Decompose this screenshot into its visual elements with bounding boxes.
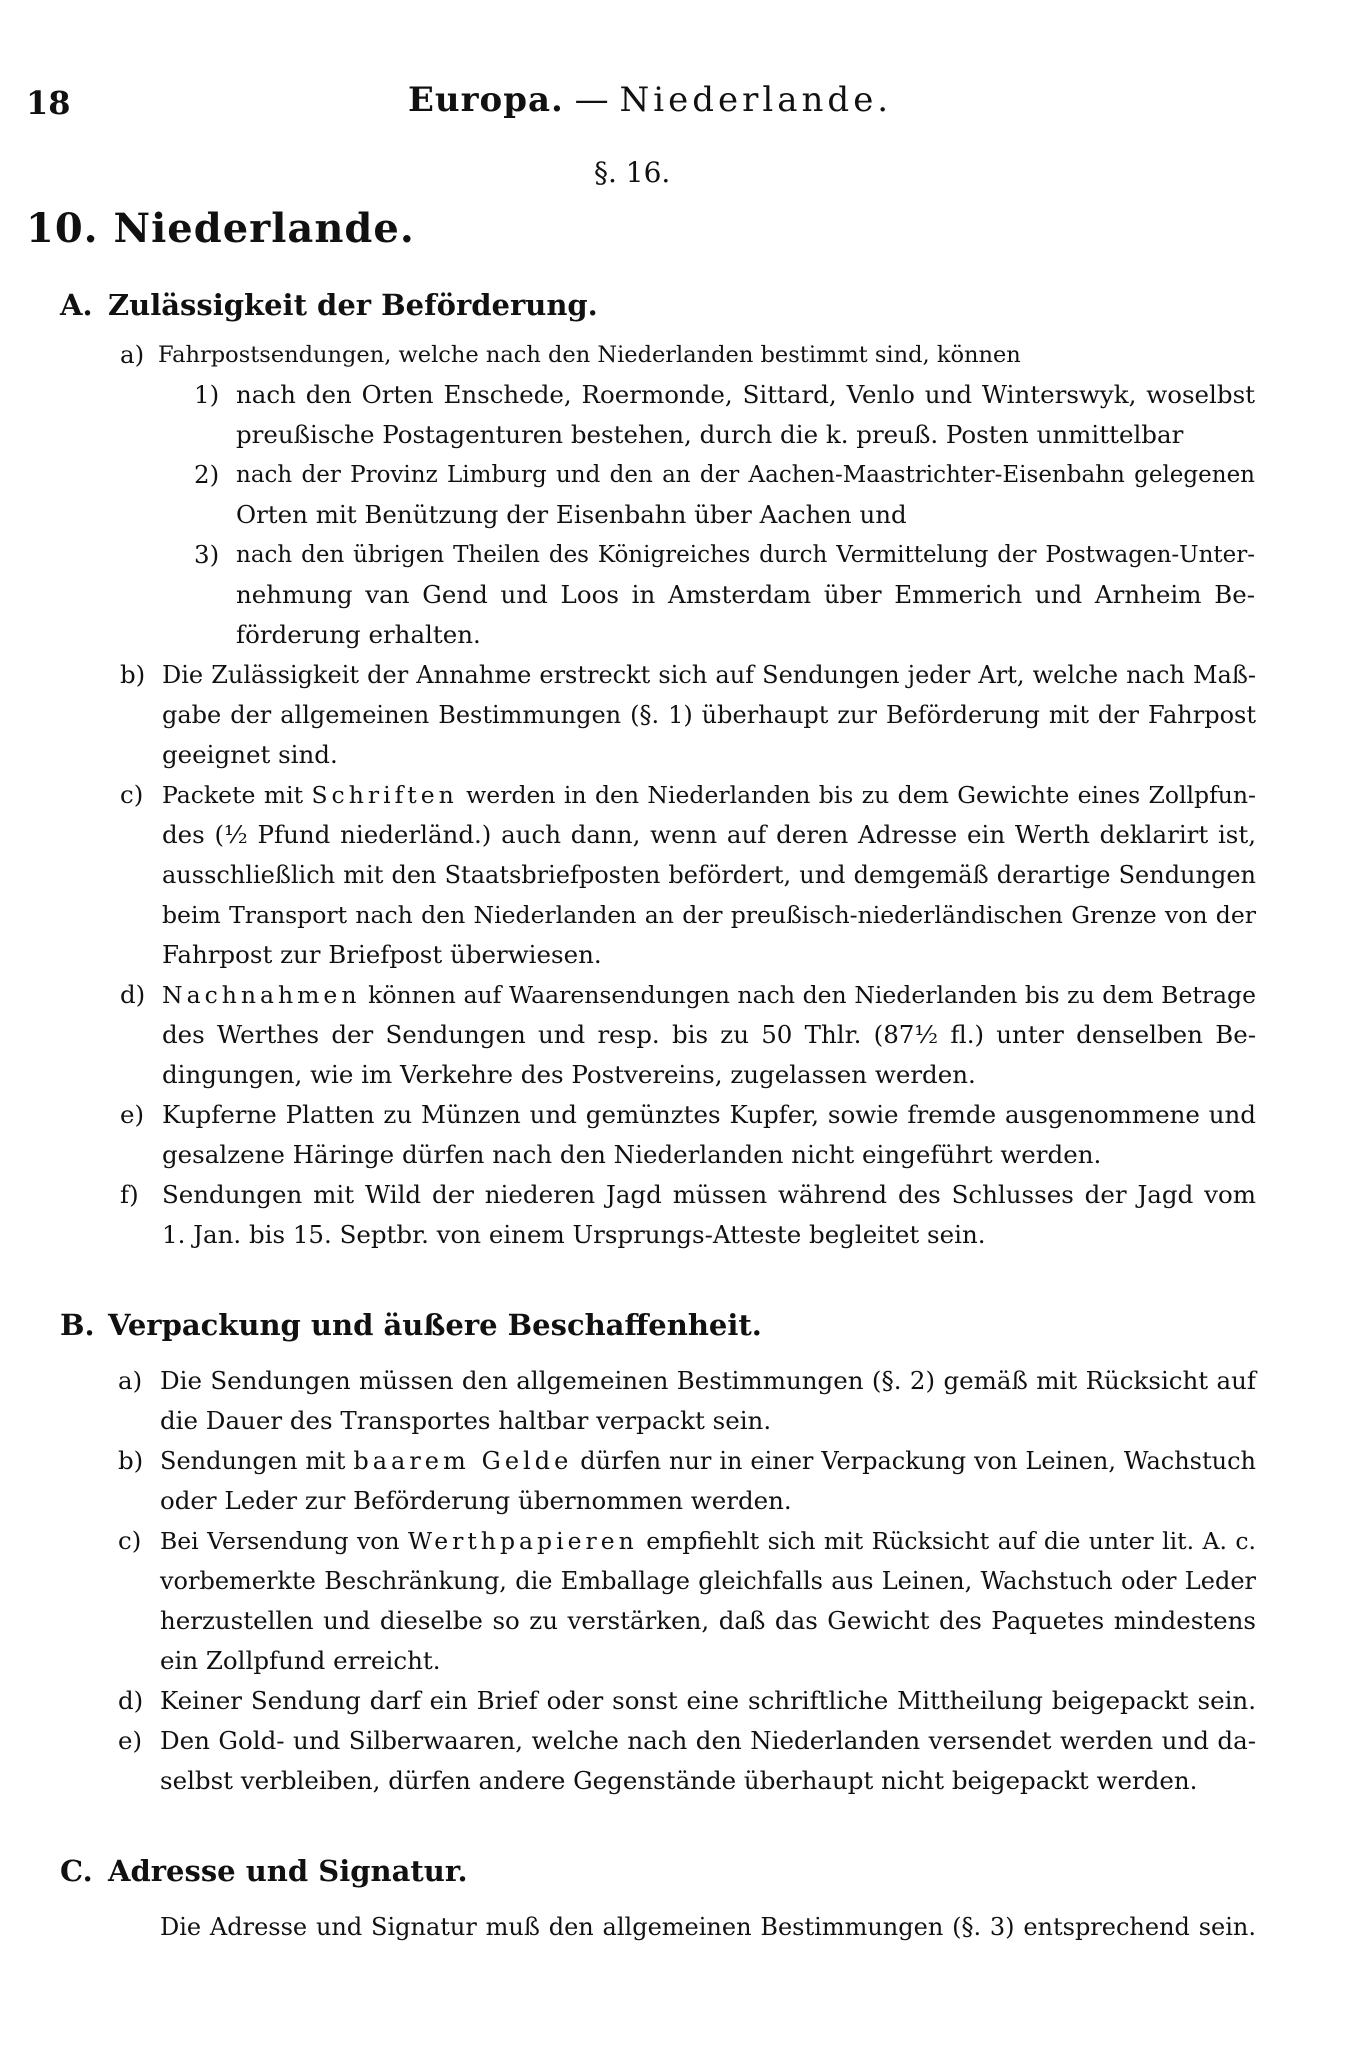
running-head-sub: Niederlande.: [619, 80, 893, 120]
section-c-heading: [60, 1854, 468, 1888]
item-label: 1): [194, 380, 220, 409]
text-line: Fahrpost zur Briefpost überwiesen.: [162, 940, 602, 969]
text-run: empfiehlt sich mit Rücksicht auf die unter lit. A. c.: [637, 1527, 1257, 1555]
item-label: 3): [194, 540, 220, 569]
text-run: Bei Versendung von: [160, 1527, 409, 1555]
text-line: gesalzene Häringe dürfen nach den Niederlanden nicht eingeführt werden.: [162, 1140, 1102, 1169]
text-line: Fahrpostsendungen, welche nach den Niederlanden bestimmt sind, können: [158, 342, 1021, 368]
text-run: Packete mit: [162, 781, 312, 809]
running-head-dash: —: [563, 80, 620, 120]
item-label: 2): [194, 460, 220, 489]
text-line: nach den übrigen Theilen des Königreiches durch Vermittelung der Postwagen-Unter-: [236, 542, 1255, 568]
item-label: c): [118, 1526, 142, 1555]
emphasized-text: Werthpapieren: [408, 1527, 638, 1555]
text-line: geeignet sind.: [162, 740, 338, 769]
text-line: [160, 1526, 1256, 1556]
section-a-heading: [60, 288, 598, 322]
emphasized-text: Schriften: [311, 781, 458, 809]
item-label: d): [120, 980, 146, 1009]
item-label: b): [120, 660, 146, 689]
paragraph-number: §. 16.: [594, 156, 671, 189]
section-a-letter: A.: [60, 288, 93, 322]
section-c-title: Adresse und Signatur.: [108, 1854, 468, 1888]
text-line: Die Adresse und Signatur muß den allgemeinen Bestimmungen (§. 3) entsprechend sein.: [160, 1913, 1256, 1941]
text-line: herzustellen und dieselbe so zu verstärken, daß das Gewicht des Paquetes mindestens: [160, 1606, 1256, 1635]
text-line: Keiner Sendung darf ein Brief oder sonst eine schriftliche Mittheilung beigepackt sein.: [160, 1686, 1256, 1715]
text-run: werden in den Niederlanden bis zu dem Gewichte eines Zollpfun-: [457, 781, 1256, 809]
section-b-letter: B.: [60, 1308, 95, 1342]
text-line: Orten mit Benützung der Eisenbahn über Aachen und: [236, 500, 907, 529]
text-line: oder Leder zur Beförderung übernommen werden.: [160, 1486, 792, 1515]
text-line: gabe der allgemeinen Bestimmungen (§. 1) überhaupt zur Beförderung mit der Fahrpost: [162, 701, 1256, 729]
section-b-title: Verpackung und äußere Beschaffenheit.: [108, 1308, 762, 1342]
item-label: c): [120, 780, 144, 809]
running-head: [408, 80, 892, 120]
item-label: a): [120, 340, 145, 369]
item-label: e): [120, 1100, 145, 1129]
text-line: die Dauer des Transportes haltbar verpackt sein.: [160, 1406, 772, 1435]
text-run: dürfen nur in einer Verpackung von Leinen, Wachstuch: [572, 1447, 1256, 1475]
section-b-heading: [60, 1308, 762, 1342]
running-head-main: Europa.: [408, 80, 564, 120]
item-label: e): [118, 1726, 143, 1755]
text-line: Sendungen mit Wild der niederen Jagd müssen während des Schlusses der Jagd vom: [162, 1180, 1256, 1209]
text-line: 1. Jan. bis 15. Septbr. von einem Ursprungs-Atteste begleitet sein.: [162, 1220, 986, 1249]
section-a-title: Zulässigkeit der Beförderung.: [108, 288, 598, 322]
chapter-title: 10. Niederlande.: [26, 205, 415, 252]
text-line: Den Gold- und Silberwaaren, welche nach den Niederlanden versendet werden und da-: [160, 1726, 1256, 1755]
page-number: 18: [26, 84, 71, 122]
emphasized-text: Nachnahmen: [162, 981, 361, 1009]
text-line: preußische Postagenturen bestehen, durch die k. preuß. Posten unmittelbar: [236, 420, 1184, 449]
text-line: dingungen, wie im Verkehre des Postvereins, zugelassen werden.: [162, 1060, 976, 1089]
text-line: nehmung van Gend und Loos in Amsterdam über Emmerich und Arnheim Be-: [236, 580, 1255, 609]
item-label: b): [118, 1446, 144, 1475]
text-line: ein Zollpfund erreicht.: [160, 1646, 441, 1675]
text-line: Die Sendungen müssen den allgemeinen Bestimmungen (§. 2) gemäß mit Rücksicht auf: [160, 1366, 1256, 1395]
text-line: selbst verbleiben, dürfen andere Gegenstände überhaupt nicht beigepackt werden.: [160, 1766, 1198, 1795]
text-line: [160, 1446, 1256, 1476]
text-line: beim Transport nach den Niederlanden an der preußisch-niederländischen Grenze von der: [162, 901, 1256, 929]
emphasized-text: baarem Gelde: [353, 1447, 573, 1475]
text-line: des (½ Pfund niederländ.) auch dann, wenn auf deren Adresse ein Werth deklarirt ist,: [162, 820, 1256, 849]
text-line: nach der Provinz Limburg und den an der Aachen-Maastrichter-Eisenbahn gelegenen: [236, 462, 1255, 488]
text-run: können auf Waarensendungen nach den Niederlanden bis zu dem Betrage: [360, 981, 1256, 1009]
text-line: nach den Orten Enschede, Roermonde, Sittard, Venlo und Winterswyk, woselbst: [236, 380, 1255, 409]
text-line: [162, 780, 1256, 810]
item-label: a): [118, 1366, 143, 1395]
text-run: Sendungen mit: [160, 1447, 354, 1475]
text-line: des Werthes der Sendungen und resp. bis zu 50 Thlr. (87½ fl.) unter denselben Be-: [162, 1020, 1256, 1049]
section-c-letter: C.: [60, 1854, 93, 1888]
item-label: f): [120, 1180, 139, 1209]
text-line: [162, 980, 1256, 1010]
text-line: förderung erhalten.: [236, 620, 481, 649]
item-label: d): [118, 1686, 144, 1715]
text-line: Die Zulässigkeit der Annahme erstreckt sich auf Sendungen jeder Art, welche nach Maß-: [162, 661, 1256, 689]
text-line: ausschließlich mit den Staatsbriefposten befördert, und demgemäß derartige Sendungen: [162, 861, 1256, 889]
text-line: Kupferne Platten zu Münzen und gemünztes Kupfer, sowie fremde ausgenommene und: [162, 1100, 1256, 1129]
text-line: vorbemerkte Beschränkung, die Emballage gleichfalls aus Leinen, Wachstuch oder Leder: [160, 1567, 1256, 1595]
